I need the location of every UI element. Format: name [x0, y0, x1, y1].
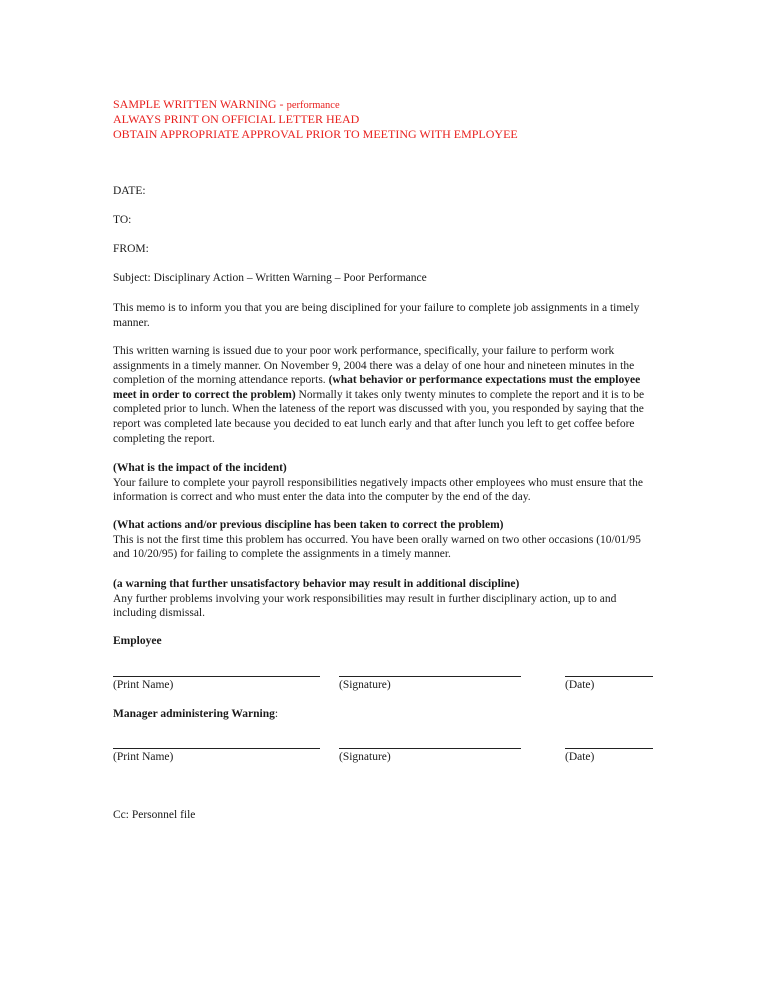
manager-date-line: [565, 748, 653, 749]
header-title: SAMPLE WRITTEN WARNING -: [113, 97, 287, 111]
from-label: FROM:: [113, 243, 149, 255]
employee-print-name-label: (Print Name): [113, 679, 174, 691]
manager-signature-line: [339, 748, 521, 749]
details-text-a: This written warning is issued due to your poor work performance, specifically, your failure to perform work assignments in a timely manner. On November 9, 2004 there was a delay of one hour and nineteen minutes in the completion of the morning attendance reports.: [113, 345, 635, 387]
employee-signature-label: (Signature): [339, 679, 391, 691]
actions-heading: (What actions and/or previous discipline has been taken to correct the problem): [113, 519, 504, 531]
employee-date-label: (Date): [565, 679, 595, 691]
manager-date-label: (Date): [565, 751, 595, 763]
actions-section: [113, 518, 658, 562]
employee-date-line: [565, 676, 653, 677]
impact-heading: (What is the impact of the incident): [113, 462, 287, 474]
warning-heading: (a warning that further unsatisfactory behavior may result in additional discipline): [113, 578, 520, 590]
warning-section: [113, 577, 658, 621]
employee-heading: Employee: [113, 635, 162, 647]
impact-text: Your failure to complete your payroll responsibilities negatively impacts other employees who must ensure that the information is correct and who must enter the data into the computer by the end of the day.: [113, 476, 643, 504]
cc-line: Cc: Personnel file: [113, 809, 196, 821]
warning-text: Any further problems involving your work responsibilities may result in further disciplinary action, up to and including dismissal.: [113, 592, 617, 620]
intro-paragraph: This memo is to inform you that you are being disciplined for your failure to complete job assignments in a timely manner.: [113, 302, 640, 329]
date-label: DATE:: [113, 185, 146, 197]
header-line-2: ALWAYS PRINT ON OFFICIAL LETTER HEAD: [113, 112, 360, 126]
header-line-3: OBTAIN APPROPRIATE APPROVAL PRIOR TO MEETING WITH EMPLOYEE: [113, 127, 518, 141]
details-bold-prompt: (what behavior or performance expectations must the employee meet in order to correct the problem): [113, 374, 641, 401]
manager-signature-label: (Signature): [339, 751, 391, 763]
details-text-b: Normally it takes only twenty minutes to complete the report and it is to be completed prior to lunch. When the lateness of the report was discussed with you, you responded by saying that the report was completed late because you decided to eat lunch early and that after lunch you left to get coffee before completing the report.: [113, 388, 645, 445]
subject-line: Subject: Disciplinary Action – Written Warning – Poor Performance: [113, 272, 427, 284]
manager-print-name-label: (Print Name): [113, 751, 174, 763]
manager-heading: Manager administering Warning:: [113, 708, 279, 720]
details-paragraph: [113, 344, 658, 446]
employee-print-name-line: [113, 676, 320, 677]
to-label: TO:: [113, 214, 132, 226]
actions-text: This is not the first time this problem has occurred. You have been orally warned on two other occasions (10/01/95 and 10/20/95) for failing to complete the assignments in a timely manner.: [113, 533, 641, 561]
manager-print-name-line: [113, 748, 320, 749]
impact-section: [113, 461, 658, 505]
employee-signature-line: [339, 676, 521, 677]
header-title-small: performance: [286, 100, 340, 111]
